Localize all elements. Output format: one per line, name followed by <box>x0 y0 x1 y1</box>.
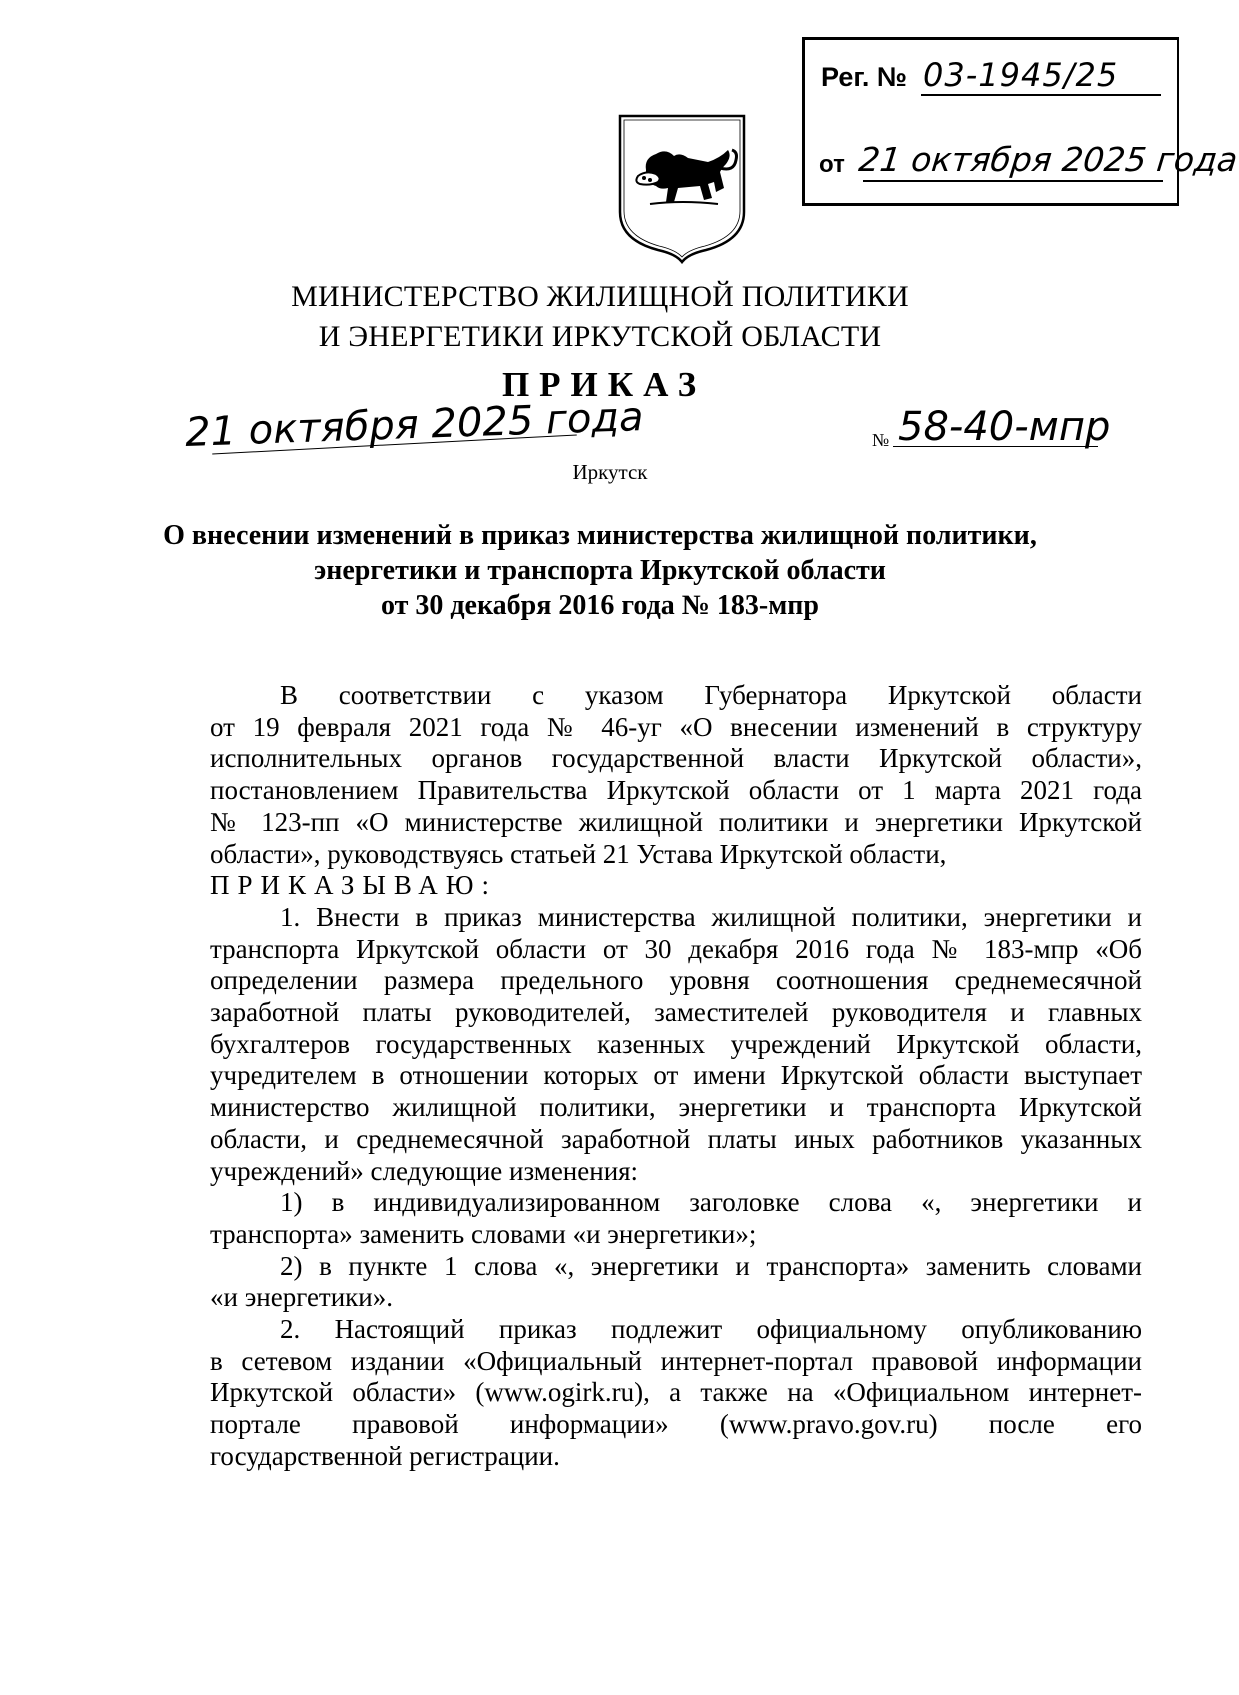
body-line: 1) в индивидуализированном заголовке слова «, энергетики и <box>280 1187 1142 1218</box>
body-line: постановлением Правительства Иркутской области от 1 марта 2021 года <box>210 775 1142 806</box>
body-line: области», руководствуясь статьей 21 Устава Иркутской области, <box>210 838 947 869</box>
body-line: портале правовой информации» (www.pravo.gov.ru) после его <box>210 1409 1142 1440</box>
body-line: транспорта Иркутской области от 30 декабря 2016 года № 183-мпр «Об <box>210 933 1142 964</box>
order-number-underline <box>893 446 1098 447</box>
reg-number-label: Рег. № <box>821 62 907 92</box>
reg-number-underline <box>921 94 1161 96</box>
title-line: О внесении изменений в приказ министерства жилищной политики, <box>163 520 1037 551</box>
body-line: 2. Настоящий приказ подлежит официальному опубликованию <box>280 1314 1142 1345</box>
order-number-handwritten: 58-40-мпр <box>898 404 1111 450</box>
body-line: № 123-пп «О министерстве жилищной политики и энергетики Иркутской <box>210 806 1142 837</box>
order-date-handwritten: 21 октября 2025 года <box>184 394 645 456</box>
body-line: 2) в пункте 1 слова «, энергетики и транспорта» заменить словами <box>280 1250 1142 1281</box>
reg-date-underline <box>863 180 1163 182</box>
document-type-heading: ПРИКАЗ <box>501 365 707 404</box>
body-line: определении размера предельного уровня соотношения среднемесячной <box>210 965 1142 996</box>
registration-stamp <box>802 37 1239 206</box>
body-line: В соответствии с указом Губернатора Иркутской области <box>280 680 1142 710</box>
ministry-name-line1: МИНИСТЕРСТВО ЖИЛИЩНОЙ ПОЛИТИКИ <box>291 280 909 313</box>
ministry-name-line2: И ЭНЕРГЕТИКИ ИРКУТСКОЙ ОБЛАСТИ <box>318 320 882 353</box>
body-line: от 19 февраля 2021 года № 46-уг «О внесении изменений в структуру <box>210 711 1142 742</box>
body-line: исполнительных органов государственной власти Иркутской области», <box>210 743 1142 774</box>
body-line: государственной регистрации. <box>210 1440 560 1471</box>
title-line: от 30 декабря 2016 года № 183-мпр <box>380 590 820 621</box>
body-line: в сетевом издании «Официальный интернет-портал правовой информации <box>210 1345 1142 1376</box>
body-line: области, и среднемесячной заработной платы иных работников указанных <box>210 1123 1142 1154</box>
reg-date-label: от <box>819 151 845 178</box>
document-body <box>210 680 1142 1473</box>
title-line: энергетики и транспорта Иркутской области <box>314 555 886 586</box>
document-title <box>0 518 1200 623</box>
order-keyword: ПРИКАЗЫВАЮ: <box>210 870 497 901</box>
body-line: Иркутской области» (www.ogirk.ru), а также на «Официальном интернет- <box>210 1377 1142 1408</box>
city-name: Иркутск <box>572 460 648 484</box>
body-line: заработной платы руководителей, заместителей руководителя и главных <box>210 997 1142 1028</box>
order-number-label: № <box>872 430 890 450</box>
body-line: «и энергетики». <box>210 1282 393 1313</box>
body-line: учредителем в отношении которых от имени Иркутской области выступает <box>210 1060 1142 1091</box>
body-line: транспорта» заменить словами «и энергетики»; <box>210 1218 757 1249</box>
coat-of-arms-icon <box>616 112 748 264</box>
body-line: бухгалтеров государственных казенных учреждений Иркутской области, <box>210 1028 1142 1059</box>
reg-date-handwritten: 21 октября 2025 года <box>856 140 1239 179</box>
body-line: 1. Внести в приказ министерства жилищной политики, энергетики и <box>280 901 1142 932</box>
body-line: учреждений» следующие изменения: <box>210 1155 639 1186</box>
body-line: министерство жилищной политики, энергетики и транспорта Иркутской <box>210 1092 1142 1123</box>
reg-number-handwritten: 03-1945/25 <box>923 56 1119 94</box>
